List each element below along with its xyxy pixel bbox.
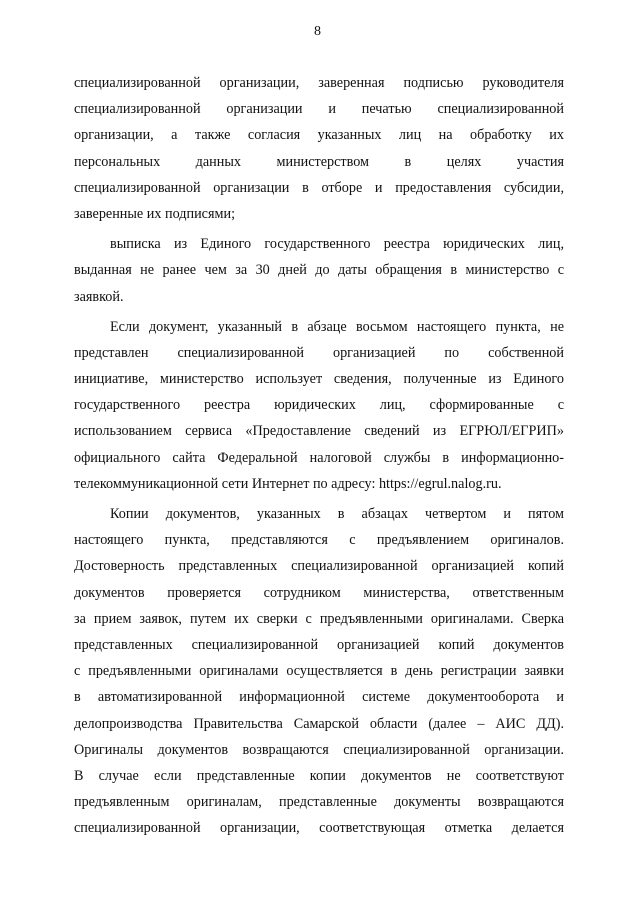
text-line: специализированной организации, соответствующая отметка делается	[74, 820, 564, 837]
text-line: организации, а также согласия указанных лиц на обработку их	[74, 127, 564, 144]
text-line: специализированной организации, заверенная подписью руководителя	[74, 75, 564, 91]
text-line: официального сайта Федеральной налоговой службы в информационно-	[74, 449, 564, 466]
text-line: представлен специализированной организацией по собственной	[74, 344, 564, 361]
text-line: настоящего пункта, представляются с предъявлением оригиналов.	[74, 532, 564, 549]
text-line: делопроизводства Правительства Самарской области (далее – АИС ДД).	[74, 715, 564, 732]
paragraph	[74, 314, 564, 497]
text-line: использованием сервиса «Предоставление сведений из ЕГРЮЛ/ЕГРИП»	[74, 423, 564, 440]
page-number: 8	[314, 24, 321, 39]
text-line: с предъявленными оригиналами осуществляется в день регистрации заявки	[74, 663, 564, 680]
text-line: Достоверность представленных специализированной организацией копий	[74, 558, 564, 575]
text-line: выписка из Единого государственного реестра юридических лиц,	[110, 236, 564, 253]
text-line: телекоммуникационной сети Интернет по адресу: https://egrul.nalog.ru.	[74, 475, 502, 492]
text-line: специализированной организации в отборе и предоставления субсидии,	[74, 179, 564, 196]
text-line: персональных данных министерством в целях участия	[74, 153, 564, 170]
text-line: Оригиналы документов возвращаются специализированной организации.	[74, 741, 564, 758]
text-line: специализированной организации и печатью специализированной	[74, 101, 564, 118]
text-line: представленных специализированной организацией копий документов	[74, 636, 564, 653]
text-line: заверенные их подписями;	[74, 205, 236, 222]
text-line: в автоматизированной информационной системе документооборота и	[74, 689, 564, 706]
paragraph	[74, 501, 564, 841]
paragraph	[74, 231, 564, 310]
document-body	[74, 70, 564, 841]
text-line: В случае если представленные копии документов не соответствуют	[74, 767, 564, 784]
text-line: Копии документов, указанных в абзацах четвертом и пятом	[110, 506, 564, 522]
text-line: документов проверяется сотрудником министерства, ответственным	[74, 584, 564, 601]
text-line: государственного реестра юридических лиц, сформированные с	[74, 397, 564, 414]
text-line: Если документ, указанный в абзаце восьмом настоящего пункта, не	[110, 318, 564, 335]
text-line: предъявленным оригиналам, представленные документы возвращаются	[74, 794, 564, 811]
text-line: за прием заявок, путем их сверки с предъявленными оригиналами. Сверка	[74, 610, 564, 627]
text-line: выданная не ранее чем за 30 дней до даты обращения в министерство с	[74, 262, 564, 279]
paragraph	[74, 70, 564, 227]
text-line: заявкой.	[74, 288, 124, 305]
text-line: инициативе, министерство использует сведения, полученные из Единого	[74, 371, 564, 388]
